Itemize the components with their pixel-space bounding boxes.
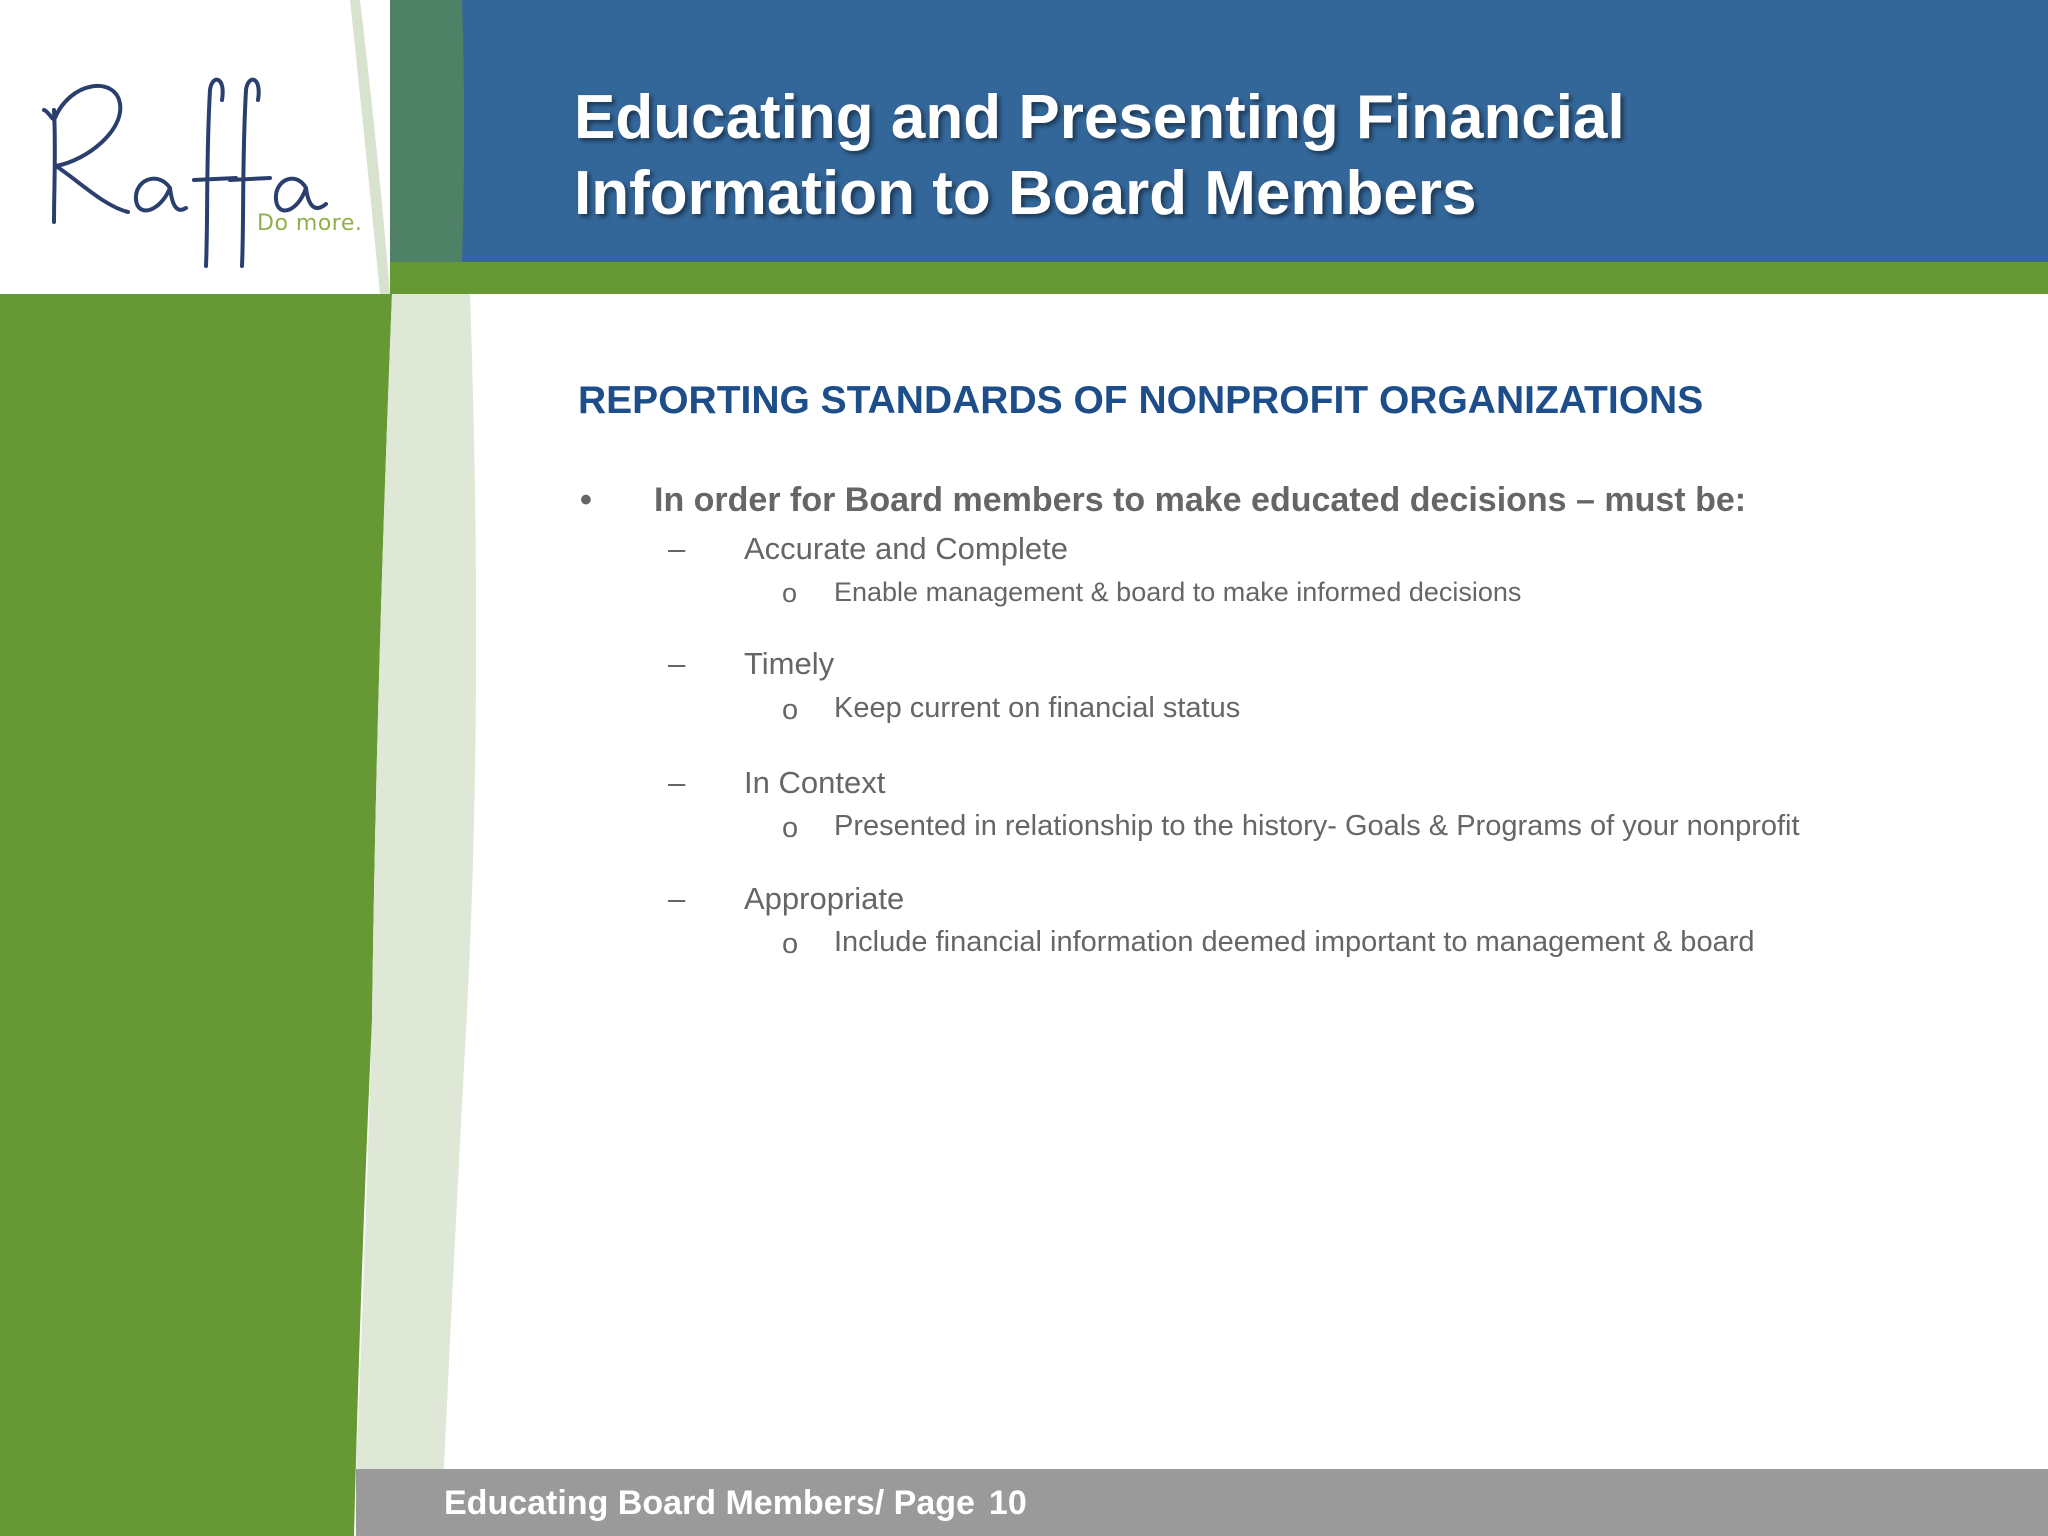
sub-bullet-marker: o (782, 694, 799, 726)
raffa-logo (30, 70, 370, 270)
list-item-detail: Include financial information deemed important to management & board (834, 926, 1755, 958)
header-green-stripe (390, 262, 2048, 294)
title-line-2: Information to Board Members (574, 159, 1477, 228)
slide-title (574, 80, 1874, 232)
title-line-1: Educating and Presenting Financial (574, 83, 1625, 152)
footer (444, 1482, 1027, 1524)
sub-bullet-marker: o (782, 928, 799, 960)
dash-marker: – (668, 765, 686, 800)
logo-tagline: Do more. (257, 211, 363, 236)
list-item-label: In Context (744, 765, 886, 800)
list-item-label: Appropriate (744, 881, 905, 916)
dash-marker: – (668, 646, 686, 681)
dash-marker: – (668, 881, 686, 916)
list-item-label: Timely (744, 646, 835, 681)
dash-marker: – (668, 531, 686, 566)
bullet-text: In order for Board members to make educated decisions – must be: (654, 481, 1747, 519)
bullet-marker: • (580, 481, 592, 519)
left-green-panel (0, 294, 392, 1536)
page-number: 10 (988, 1484, 1027, 1522)
list-item-detail: Enable management & board to make informed decisions (834, 577, 1522, 607)
footer-label: Educating Board Members/ Page (444, 1484, 975, 1522)
list-item-label: Accurate and Complete (744, 531, 1068, 566)
list-item-detail: Presented in relationship to the history- Goals & Programs of your nonprofit (834, 810, 1800, 842)
sub-bullet-marker: o (782, 578, 798, 608)
section-heading: REPORTING STANDARDS OF NONPROFIT ORGANIZATIONS (578, 379, 1704, 422)
sub-bullet-marker: o (782, 812, 799, 844)
list-item-detail: Keep current on financial status (834, 692, 1241, 724)
